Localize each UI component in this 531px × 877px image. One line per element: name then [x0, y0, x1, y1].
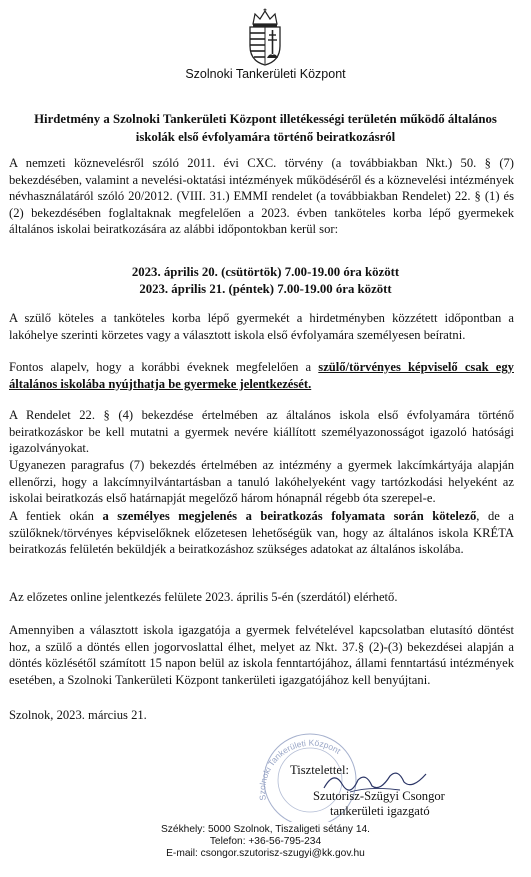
- document-title: [20, 110, 511, 146]
- intro-paragraph: A nemzeti köznevelésről szóló 2011. évi CXC. törvény (a továbbiakban Nkt.) 50. § (7) bekezdésében, valamint a nevelési-oktatási intézmények működéséről és a köznevelési intézmények névhasználatáról szóló 20/2012. (VIII. 31.) EMMI rendelet (a továbbiakban Rendelet) 22. § (1) és (2) bekezdésében foglaltaknak megfelelően a 2023. évben tanköteles korba lépő gyermekek általános iskolai beiratkozására az alábbi időpontokban kerül sor:: [9, 156, 514, 236]
- signer-name: Szutorisz-Szügyi Csongor: [313, 789, 445, 803]
- address-check-paragraph: Ugyanezen paragrafus (7) bekezdés értelmében az intézmény a gyermek lakcímkártyája alapján ellenőrzi, hogy a lakcímnyilvántartásban a tanuló lakóhelyeként vagy tartózkodási helyeként az iskolai beiratkozás első határnapját megelőző három hónapnál régebb óta szerepel-e.: [9, 458, 514, 505]
- stamp-text: Szolnoki Tankerületi Központ: [257, 737, 343, 802]
- principle-text: Fontos alapelv, hogy a korábbi éveknek megfelelően a: [9, 360, 319, 374]
- online-registration-paragraph: Az előzetes online jelentkezés felülete 2023. április 5-én (szerdától) elérhető.: [9, 590, 398, 604]
- footer-address: Székhely: 5000 Szolnok, Tiszaligeti sétány 14.: [161, 824, 370, 835]
- presence-emphasis: a személyes megjelenés a beiratkozás folyamata során kötelező: [102, 509, 477, 523]
- institution-name: Szolnoki Tankerületi Központ: [185, 67, 346, 81]
- place-and-date: Szolnok, 2023. március 21.: [9, 708, 147, 722]
- appeal-paragraph: Amennyiben a választott iskola igazgatója a gyermek felvételével kapcsolatban elutasító döntést hoz, a szülő a döntés ellen jogorvoslattal élhet, melyet az Nkt. 37.§ (2)-(3) bekezdései alapján a döntés közlésétől számított 15 napon belül az iskola fenntartójához, állami fenntartású intézmények esetében, a Szolnoki Tankerületi Központ tankerületi igazgatójához kell benyújtani.: [9, 623, 514, 687]
- footer-phone: Telefon: +36-56-795-234: [209, 836, 322, 847]
- title-line-1: Hirdetmény a Szolnoki Tankerületi Központ illetékességi területén működő általános: [34, 112, 497, 126]
- id-documents-paragraph: A Rendelet 22. § (4) bekezdése értelmében az általános iskola első évfolyamára történő beiratkozáskor be kell mutatni a gyermek nevére kiállított személyazonosságot igazoló hatósági igazolványokat.: [9, 408, 514, 455]
- principle-emphasis: szülő/törvényes képviselő csak egy általános iskolába nyújthatja be gyermeke jelentkezését.: [9, 360, 514, 391]
- presence-text-start: A fentiek okán: [9, 509, 103, 523]
- enrollment-dates: [0, 264, 531, 298]
- enrollment-date-2: 2023. április 21. (péntek) 7.00-19.00 óra között: [139, 282, 392, 296]
- principle-paragraph: [9, 359, 514, 392]
- regards-text: Tisztelettel:: [290, 763, 350, 777]
- enrollment-date-1: 2023. április 20. (csütörtök) 7.00-19.00 óra között: [131, 265, 400, 279]
- title-line-2: iskolák első évfolyamára történő beiratkozásról: [135, 130, 396, 144]
- personal-presence-paragraph: [9, 508, 514, 558]
- coat-of-arms-icon: [241, 8, 289, 66]
- signer-title: tankerületi igazgató: [330, 804, 430, 818]
- obligation-paragraph: A szülő köteles a tanköteles korba lépő gyermekét a hirdetményben közzétett időpontban a lakóhelye szerinti körzetes vagy a választott iskola első évfolyamára személyesen beíratni.: [9, 311, 514, 342]
- footer-email[interactable]: E-mail: csongor.szutorisz-szugyi@kk.gov.hu: [166, 848, 365, 859]
- presence-text-end: , de a szülőknek/törvényes képviselőknek előzetesen lehetőségük van, hogy az általános iskola KRÉTA beiratkozás felületén beküldjék a beiratkozáshoz szükséges adatokat az általános iskolába.: [9, 509, 514, 556]
